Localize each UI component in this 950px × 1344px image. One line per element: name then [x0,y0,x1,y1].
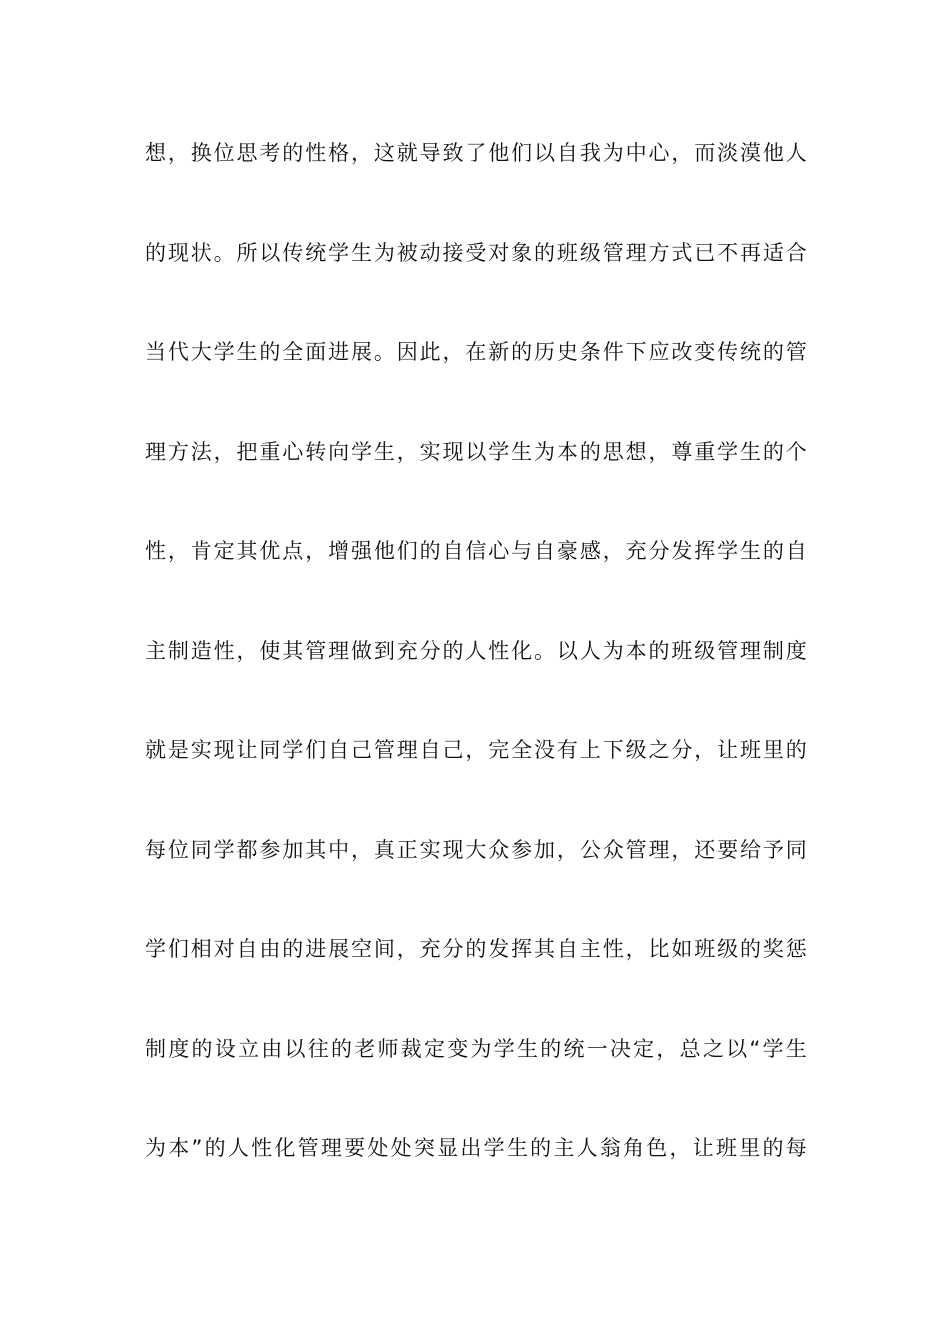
body-text [145,128,807,1223]
text-line-8: 每位同学都参加其中，真正实现大众参加，公众管理，还要给予同 [145,837,807,862]
text-line-4: 理方法，把重心转向学生，实现以学生为本的思想，尊重学生的个 [145,439,807,464]
text-line-10: 制度的设立由以往的老师裁定变为学生的统一决定，总之以“学生 [145,1036,807,1061]
text-line-6: 主制造性，使其管理做到充分的人性化。以人为本的班级管理制度 [145,638,807,663]
text-line-9: 学们相对自由的进展空间，充分的发挥其自主性，比如班级的奖惩 [145,937,807,961]
text-line-7: 就是实现让同学们自己管理自己，完全没有上下级之分，让班里的 [145,738,807,762]
text-line-11: 为本”的人性化管理要处处突显出学生的主人翁角色，让班里的每 [145,1136,807,1160]
text-line-3: 当代大学生的全面进展。因此，在新的历史条件下应改变传统的管 [145,340,807,364]
text-line-1: 想，换位思考的性格，这就导致了他们以自我为中心，而淡漠他人 [145,141,807,165]
text-line-5: 性，肯定其优点，增强他们的自信心与自豪感，充分发挥学生的自 [145,539,807,563]
text-line-2: 的现状。所以传统学生为被动接受对象的班级管理方式已不再适合 [145,240,807,265]
